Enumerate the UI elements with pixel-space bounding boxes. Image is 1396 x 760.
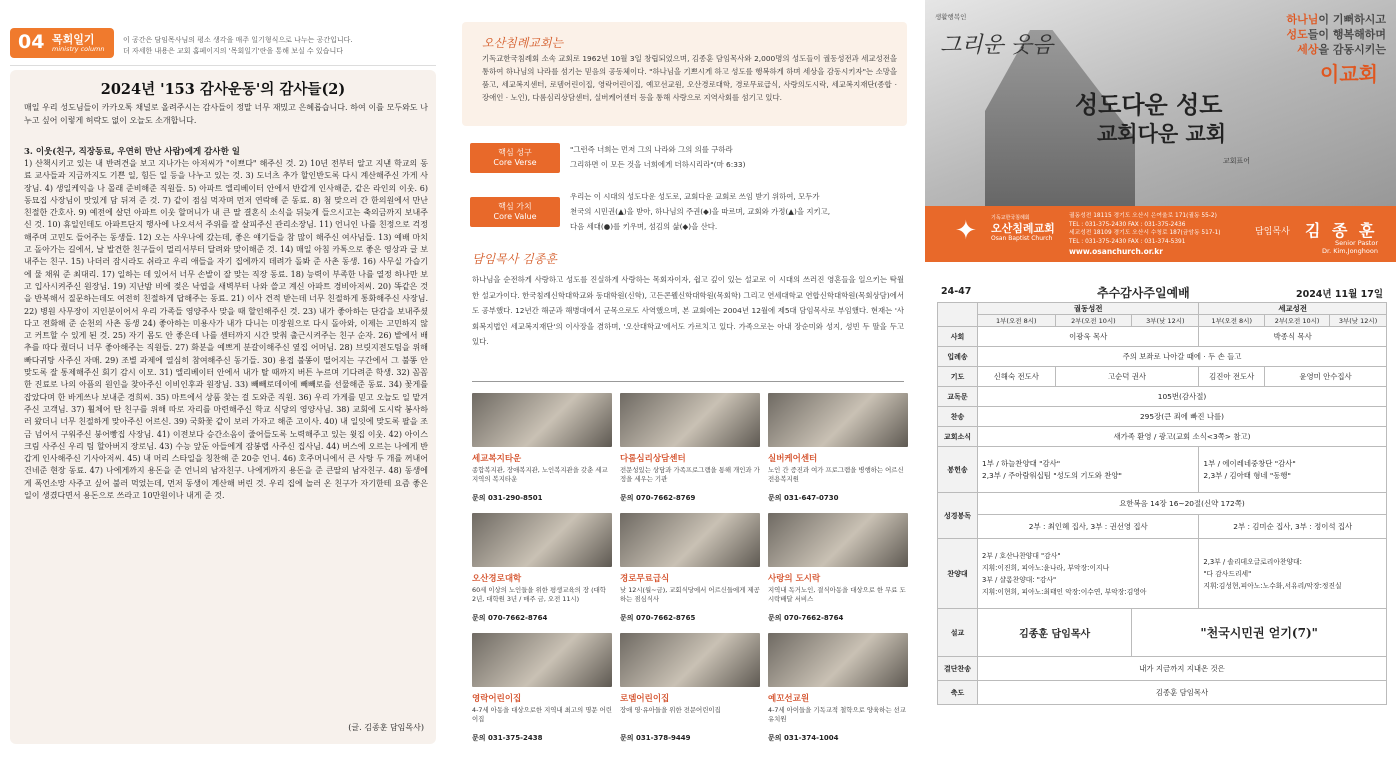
ministry-phone: 문의 031-374-1004 [768,734,839,742]
column-article [10,70,436,744]
pastor-script-title: 담임목사 김종훈 [472,252,557,266]
table-row: 1부(오전 8시) 2부(오전 10시) 3부(낮 12시) 1부(오전 8시) 2부(오전 10시) 3부(낮 12시) [938,315,1387,327]
cover-motto-tag: 교회표어 [1223,157,1251,165]
ministry-title: 경로무료급식 [620,574,670,584]
ministry-desc: 장애 영·유아들을 위한 전문어린이집 [620,706,721,714]
church-intro-box [462,22,907,126]
ministry-photo [620,633,760,687]
church-addresses: 궐동성전 18115 경기도 오산시 은여울로 171(궐동 55-2) TEL : 031-375-2430 FAX : 031-375-2436 세교성전 18109 경기도 오산시 수청로 187(금암동 517-1) TEL : 031-375-2430 FAX : 031-374-5391 [1069,213,1221,245]
ministry-column-panel [0,0,450,760]
ministry-card [472,633,612,743]
ministry-desc: 낮 12시(월~금), 교회식당에서 어르신들에게 제공하는 점심식사 [620,586,760,603]
table-row: 찬송 295장(큰 죄에 빠진 나를) [938,407,1387,427]
article-title: 2024년 '153 감사운동'의 감사들(2) [100,81,346,98]
church-name-en: Osan Baptist Church [991,235,1053,242]
table-row: 결단찬송 내가 지금까지 지내온 것은 [938,657,1387,681]
church-intro-text: 기독교한국침례회 소속 교회로 1962년 10월 3일 창립되었으며, 김종훈 담임목사와 2,000명의 성도들이 궐동성전과 세교성전을 통하여 하나님의 나라를 섬기는 믿음의 공동체이다. "하나님을 기쁘시게 하고 성도를 행복하게 하며 세상을 감동시키자"는 소망을 품고, 세교복지센터, 로뎀어린이집, 영락어린이집, 예꼬선교원, 오산경로대학, 경로무료급식, 사랑의도시락, 세교복지재단(종합 · 장애인 · 노인), 다롬심리상담센터, 실버케어센터 등을 통해 사랑으로 지역사회를 섬기고 있다. [482,54,897,102]
ministry-card [472,393,612,503]
ministry-desc: 4-7세 아이들을 기독교적 철학으로 양육하는 선교유치원 [768,706,906,723]
ministry-desc: 4-7세 아동을 대상으로한 지역내 최고의 명문 어린이집 [472,706,612,723]
table-row: 찬양대 2부 / 호산나찬양대 "감사" 지휘:이진희, 피아노:윤나라, 부악장:이지나 3부 / 샬롬찬양대: "감사" 지휘:이현희, 피아노:최태인 악장:이수연, 부악장:김영아 2,3부 / 솔리데오글로리아찬양대: "다 감사드리세" 지휘:김성현,피아노:노수화,서유리/악장:정진실 [938,539,1387,609]
divider [472,381,904,382]
ministry-phone: 문의 070-7662-8764 [472,614,548,622]
ministry-card [620,513,760,623]
cover-logo-text: 이교회 [1320,62,1378,86]
ministry-desc: 지역내 독거노인, 결식아동을 대상으로 한 무료 도시락배달 서비스 [768,586,906,603]
ministry-photo [768,633,908,687]
ministry-photo [472,513,612,567]
ministry-title: 오산경로대학 [472,574,522,584]
worship-title: 추수감사주일예배 [1097,286,1190,300]
campus-2-header: 세교성전 [1199,303,1387,315]
ministry-desc: 노인 간 증진과 여가 프로그램을 병행하는 어르신 전용복지원 [768,466,904,483]
table-row: 교독문 105번(감사절) [938,387,1387,407]
column-number: 04 [18,31,45,53]
article-intro: 매일 우리 성도님들이 카카오톡 채널로 올려주시는 감사들이 정말 너무 재밌고 은혜롭습니다. 하여 이를 모두와도 나누고 싶어 이렇게 허락도 없이 오늘도 소개합니다. [24,103,428,125]
ministry-card [620,633,760,743]
ministry-photo [768,393,908,447]
sermon-title: "천국시민권 얻기(7)" [1132,609,1387,657]
church-name: 오산침례교회 [991,222,1055,235]
bulletin-cover [925,0,1396,262]
week-number: 24-47 [941,286,972,297]
ministry-card [768,633,908,743]
table-row [938,303,1387,315]
ministry-desc: 60세 이상의 노인들을 위한 평생교육의 장 (대학 2년, 대학원 3년 / 매주 금, 오전 11시) [472,586,606,603]
worship-header [937,284,1387,302]
ministry-photo [472,633,612,687]
column-badge [10,28,114,58]
pastor-bio: 하나님을 순전하게 사랑하고 성도를 진실하게 사랑하는 목회자이자, 쉽고 깊이 있는 설교로 이 시대의 쓰러진 영혼들을 일으키는 탁월한 설교가이다. 한국침례신학대학교와 동대학원(신학), 고든콘웰신학대학원(목회학) 그리고 연세대학교 연합신학대학원(목회상담)에서도 공부했다. 12년간 해군과 해병대에서 군목으로도 사역했으며, 본 교회에는 2004년 12월에 제5대 담임목사로 부임했다. 현재는 '사회복지법인 세교복지재단'의 이사장을 겸하며, '오산대학교'에서도 가르치고 있다. 가족으로는 아내 장순미와 성지, 성빈 두 딸을 두고 있다. [472,275,904,346]
table-row: 설교 김종훈 담임목사 "천국시민권 얻기(7)" [938,609,1387,657]
cover-tagline: 생활행복인 [935,13,967,21]
ministry-phone: 문의 031-378-9449 [620,734,691,742]
church-denomination: 기독교한국침례회 [991,215,1030,221]
column-description: 이 공간은 담임목사님의 평소 생각을 매주 일기형식으로 나누는 공간입니다. 더 자세한 내용은 교회 홈페이지의 '목회일기'란을 통해 보실 수 있습니다 [123,36,353,55]
church-intro-panel [462,0,917,760]
sermon-pastor: 김종훈 담임목사 [978,609,1132,657]
ministry-card [768,393,908,503]
table-row: 사회 이광욱 목사 박종식 목사 [938,327,1387,347]
core-verse-text: "그런즉 너희는 먼저 그의 나라와 그의 의를 구하라 그리하면 이 모든 것을 너희에게 더하시리라"(마 6:33) [570,145,746,169]
ministry-photo [768,513,908,567]
ministry-phone: 문의 031-290-8501 [472,494,543,502]
ministry-card [472,513,612,623]
church-script-title: 오산침례교회는 [482,36,564,50]
worship-date: 2024년 11월 17일 [1295,289,1383,300]
ministry-desc: 종합복지관, 장애복지관, 노인복지관을 갖춘 세교지역의 복지타운 [472,466,608,483]
pastor-name-en: Senior Pastor Dr. Kim,Jonghoon [1321,239,1378,255]
pastor-name: 김 종 훈 [1305,221,1378,240]
column-title: 목회일기 [52,33,95,46]
cover-motto-1: 성도다운 성도 [1075,91,1223,119]
cover-motto-2: 교회다운 교회 [1097,122,1227,146]
core-verse-badge: 핵심 성구 Core Verse [470,143,560,173]
pastor-label: 담임목사 [1255,227,1290,237]
campus-1-header: 궐동성전 [978,303,1199,315]
core-value-badge: 핵심 가치 Core Value [470,197,560,227]
ministry-photo [472,393,612,447]
ministry-title: 영락어린이집 [472,694,522,704]
article-body: 1) 산책시키고 있는 내 반려견을 보고 지나가는 아저씨가 "이쁘다" 해주신 것. 2) 10년 전부터 알고 지낸 학교의 동료 교사들과 지금까지도 기쁜 일, 힘든 일 등을 나누고 있는 것. 3) 도너츠 추가 할인반도록 다시 계산해주신 가게 사장님. 4) 생일케익을 나 몰래 준비해준 직원들. 5) 아파트 엘리베이터 안에서 반갑게 인사해준, 같은 라인의 이웃. 6) 동묘집 사장님이 맛있게 담 뒤져 준 것. 7) 같이 점심 먹자며 먼저 연락해 준 동료. 8) 첨 맞으러 간 한의원에서 만난 친절한 간호사. 9) 예전에 살던 아파트 이웃 할머니가 내 큰 딸 결혼식 소식을 뒤늦게 들으시고는 축의금까지 보내주신 것. 10) 휴일인데도 아파트단지 행사에 나오셔서 주위를 잘 살피주신 관리소장님. 11) 언니인 나를 친정으로 걱정해주며 고민도 들어주는 동생들. 12) 오는 사우나에 갔는데, 좋은 얘기들을 참 많이 해주신 여사님들. 13) 예배 마치고 돌아가는 길에서, 날 발견한 친구들이 멀리서부터 달려와 맞이해준 것. 14) 매일 아침 카톡으로 좋은 영상과 글 보내주는 친구. 15) 나더러 잠시라도 쉬라고 우리 애들을 자기 집에까지 데려가 돌봐 준 사촌 동생. 16) 사무실 가습기에 물 채워 준 최대리. 17) 일하는 데 있어서 너무 손발이 잘 맞는 직장 동료. 18) 능력이 부족한 나를 열정 하나만 보고 입사시켜주신 원장님. 19) 지난밤 비에 젖은 낙엽을 새벽부터 나와 쓸고 계신 아파트 경비아저씨. 20) 똑같은 것을 반복해서 질문하는데도 여전히 친절하게 답해주는 동료. 21) 이사 견적 받는데 너무 친절하게 통화해주신 사장님. 22) 병원 사무장이 지인분이어서 우리 가족들 영양주사 맞을 때 할인해주신 것. 23) 내가 좋아하는 단감을 보내주셨다고 전화해 준 순천의 사촌 동생 24) 좋아하는 미용사가 내가 다니는 미장원으로 다시 돌아와, 이제는 고민하지 않고 커트할 수 있게 된 것. 25) 자기 몸도 안 좋은데 나를 센터까지 시간 맞춰 출근시켜주는 친구 순자. 26) 밭에서 배추를 따다 줬더니 너무 좋아해주는 직원들. 27) 화분을 예쁘게 분갈이해주신 옆집 어머님. 28) 브릿지전도팀을 위해 빠다귀탕 사주신 자매. 29) 조별 과제에 열심히 참여해주신 동기들. 30) 용접 불똥이 떨어지는 구간에서 그 불똥 안 맞도록 잘 통제해주신 회기 감시 이모. 31) 엘리베이터 안에서 내가 탈 때까지 버튼 누르며 기다려준 학생. 32) 꼼꼼한 진료로 나의 아픔의 원인을 찾아주신 이비인후과 원장님. 33) 빼빼로데이에 빼빼로를 선물해준 동료. 34) 꽃게를 잡았다며 한 바게쓰나 보내준 경희씨. 35) 마트에서 상품 찾는 걸 도와준 직원. 36) 우리 가게를 믿고 오늘도 일 맡겨주신 고객님. 37) 휠체어 탄 친구를 위해 따로 자리를 마련해주신 학교 식당의 영양사님. 38) 교회에 도시락 봉사하러 왔더니 너무 친절하게 맞아주신 어르신. 39) 국화꽃 같이 보러 가자고 해준 고이사. 40) 내 일잇에 맞도록 팔을 조금 넘어서 구워주신 붕어빵집 사장님. 41) 이전보다 승간소음이 줄어들도록 노력해주고 있는 윗집 이웃. 42) 아이스크림 사주신 우리 팀 할아버지 장로님. 43) 수능 앞둔 아들에게 잠봉랩 사주신 집사님. 44) 버스에 오르는 나에게 반갑게 인사해주신 기사아저씨. 45) 내 머리 스타일을 칭찬해 준 20층 언니. 46) 호주머니에서 큰 사탕 두 개를 꺼내어 건네준 현장 동료. 47) 나에게까지 용돈을 준 언니의 남자친구. 나에게까지 용돈을 준 큰딸의 남자친구. 48) 동생에게 폭언소망 사주고 싶어 불러 먹었는데, 먼저 동생이 계산해 버린 것. 우리 집에 놀러 온 친구가 자기한테 요즘 좋은 일이 생겼다면서 용돈으로 쓰라고 10만원이나 내게 준 것. [24,159,428,501]
table-row: 입례송 주의 보좌로 나아갈 때에 · 두 손 들고 [938,347,1387,367]
church-website-link[interactable]: www.osanchurch.or.kr [1069,247,1163,256]
column-subtitle: ministry column [52,45,105,53]
cover-slogan: 하나님이 기뻐하시고 성도들이 행복해하며 세상을 감동시키는 [1286,13,1386,56]
ministry-title: 사랑의 도시락 [768,574,821,584]
column-header [10,16,436,66]
ministry-title: 다롬심리상담센터 [620,454,686,464]
ministry-phone: 문의 031-647-0730 [768,494,839,502]
cover-script: 그리운 웃음 [940,33,1054,58]
table-row: 교회소식 새가족 환영 / 광고(교회 소식<3쪽> 참고) [938,427,1387,447]
worship-order-panel [925,0,1396,760]
church-logo-icon: ✦ [955,216,977,246]
ministry-card [620,393,760,503]
ministry-phone: 문의 070-7662-8765 [620,614,696,622]
church-info-strip [925,206,1396,262]
article-signature: (글. 김종훈 담임목사) [348,723,424,732]
core-value-text: 우리는 이 시대의 성도다운 성도로, 교회다운 교회로 쓰임 받기 위하여, 모두가 천국의 시민권(▲)을 받아, 하나님의 주권(◆)을 따르며, 교회와 가정(▲)을 지키고, 다음 세대(●)를 키우며, 섬김의 삶(◆)을 산다. [570,192,831,231]
ministry-title: 실버케어센터 [768,454,818,464]
table-row: 봉헌송 1부 / 하늘찬양대 "감사" 2,3부 / 주아람워십팀 "성도의 기도와 찬양" 1부 / 에이레네중창단 "감사" 2,3부 / 김아태 형네 "동행" [938,447,1387,493]
ministry-phone: 문의 070-7662-8764 [768,614,844,622]
ministry-card [768,513,908,623]
ministry-phone: 문의 070-7662-8769 [620,494,696,502]
table-row: 성경봉독 요한복음 14장 16~20절(신약 172쪽) [938,493,1387,515]
ministry-title: 세교복지타운 [472,454,522,464]
ministry-photo [620,393,760,447]
article-section-heading: 3. 이웃(친구, 직장동료, 우연히 만난 사람)에게 감사한 일 [24,147,240,157]
table-row: 축도 김종훈 담임목사 [938,681,1387,705]
table-row: 2부 : 최인혜 집사, 3부 : 권선영 집사 2부 : 김미순 집사, 3부 : 정이석 집사 [938,515,1387,539]
table-row: 기도 신해숙 전도사 고순덕 권사 김진아 전도사 윤영미 안수집사 [938,367,1387,387]
ministry-desc: 전문성있는 상담과 가족프로그램을 통해 개인과 가정을 세우는 기관 [620,466,760,483]
worship-order-table [937,302,1387,705]
ministry-phone: 문의 031-375-2438 [472,734,543,742]
ministry-title: 로뎀어린이집 [620,694,670,704]
ministry-title: 예꼬선교원 [768,694,810,704]
ministry-photo [620,513,760,567]
